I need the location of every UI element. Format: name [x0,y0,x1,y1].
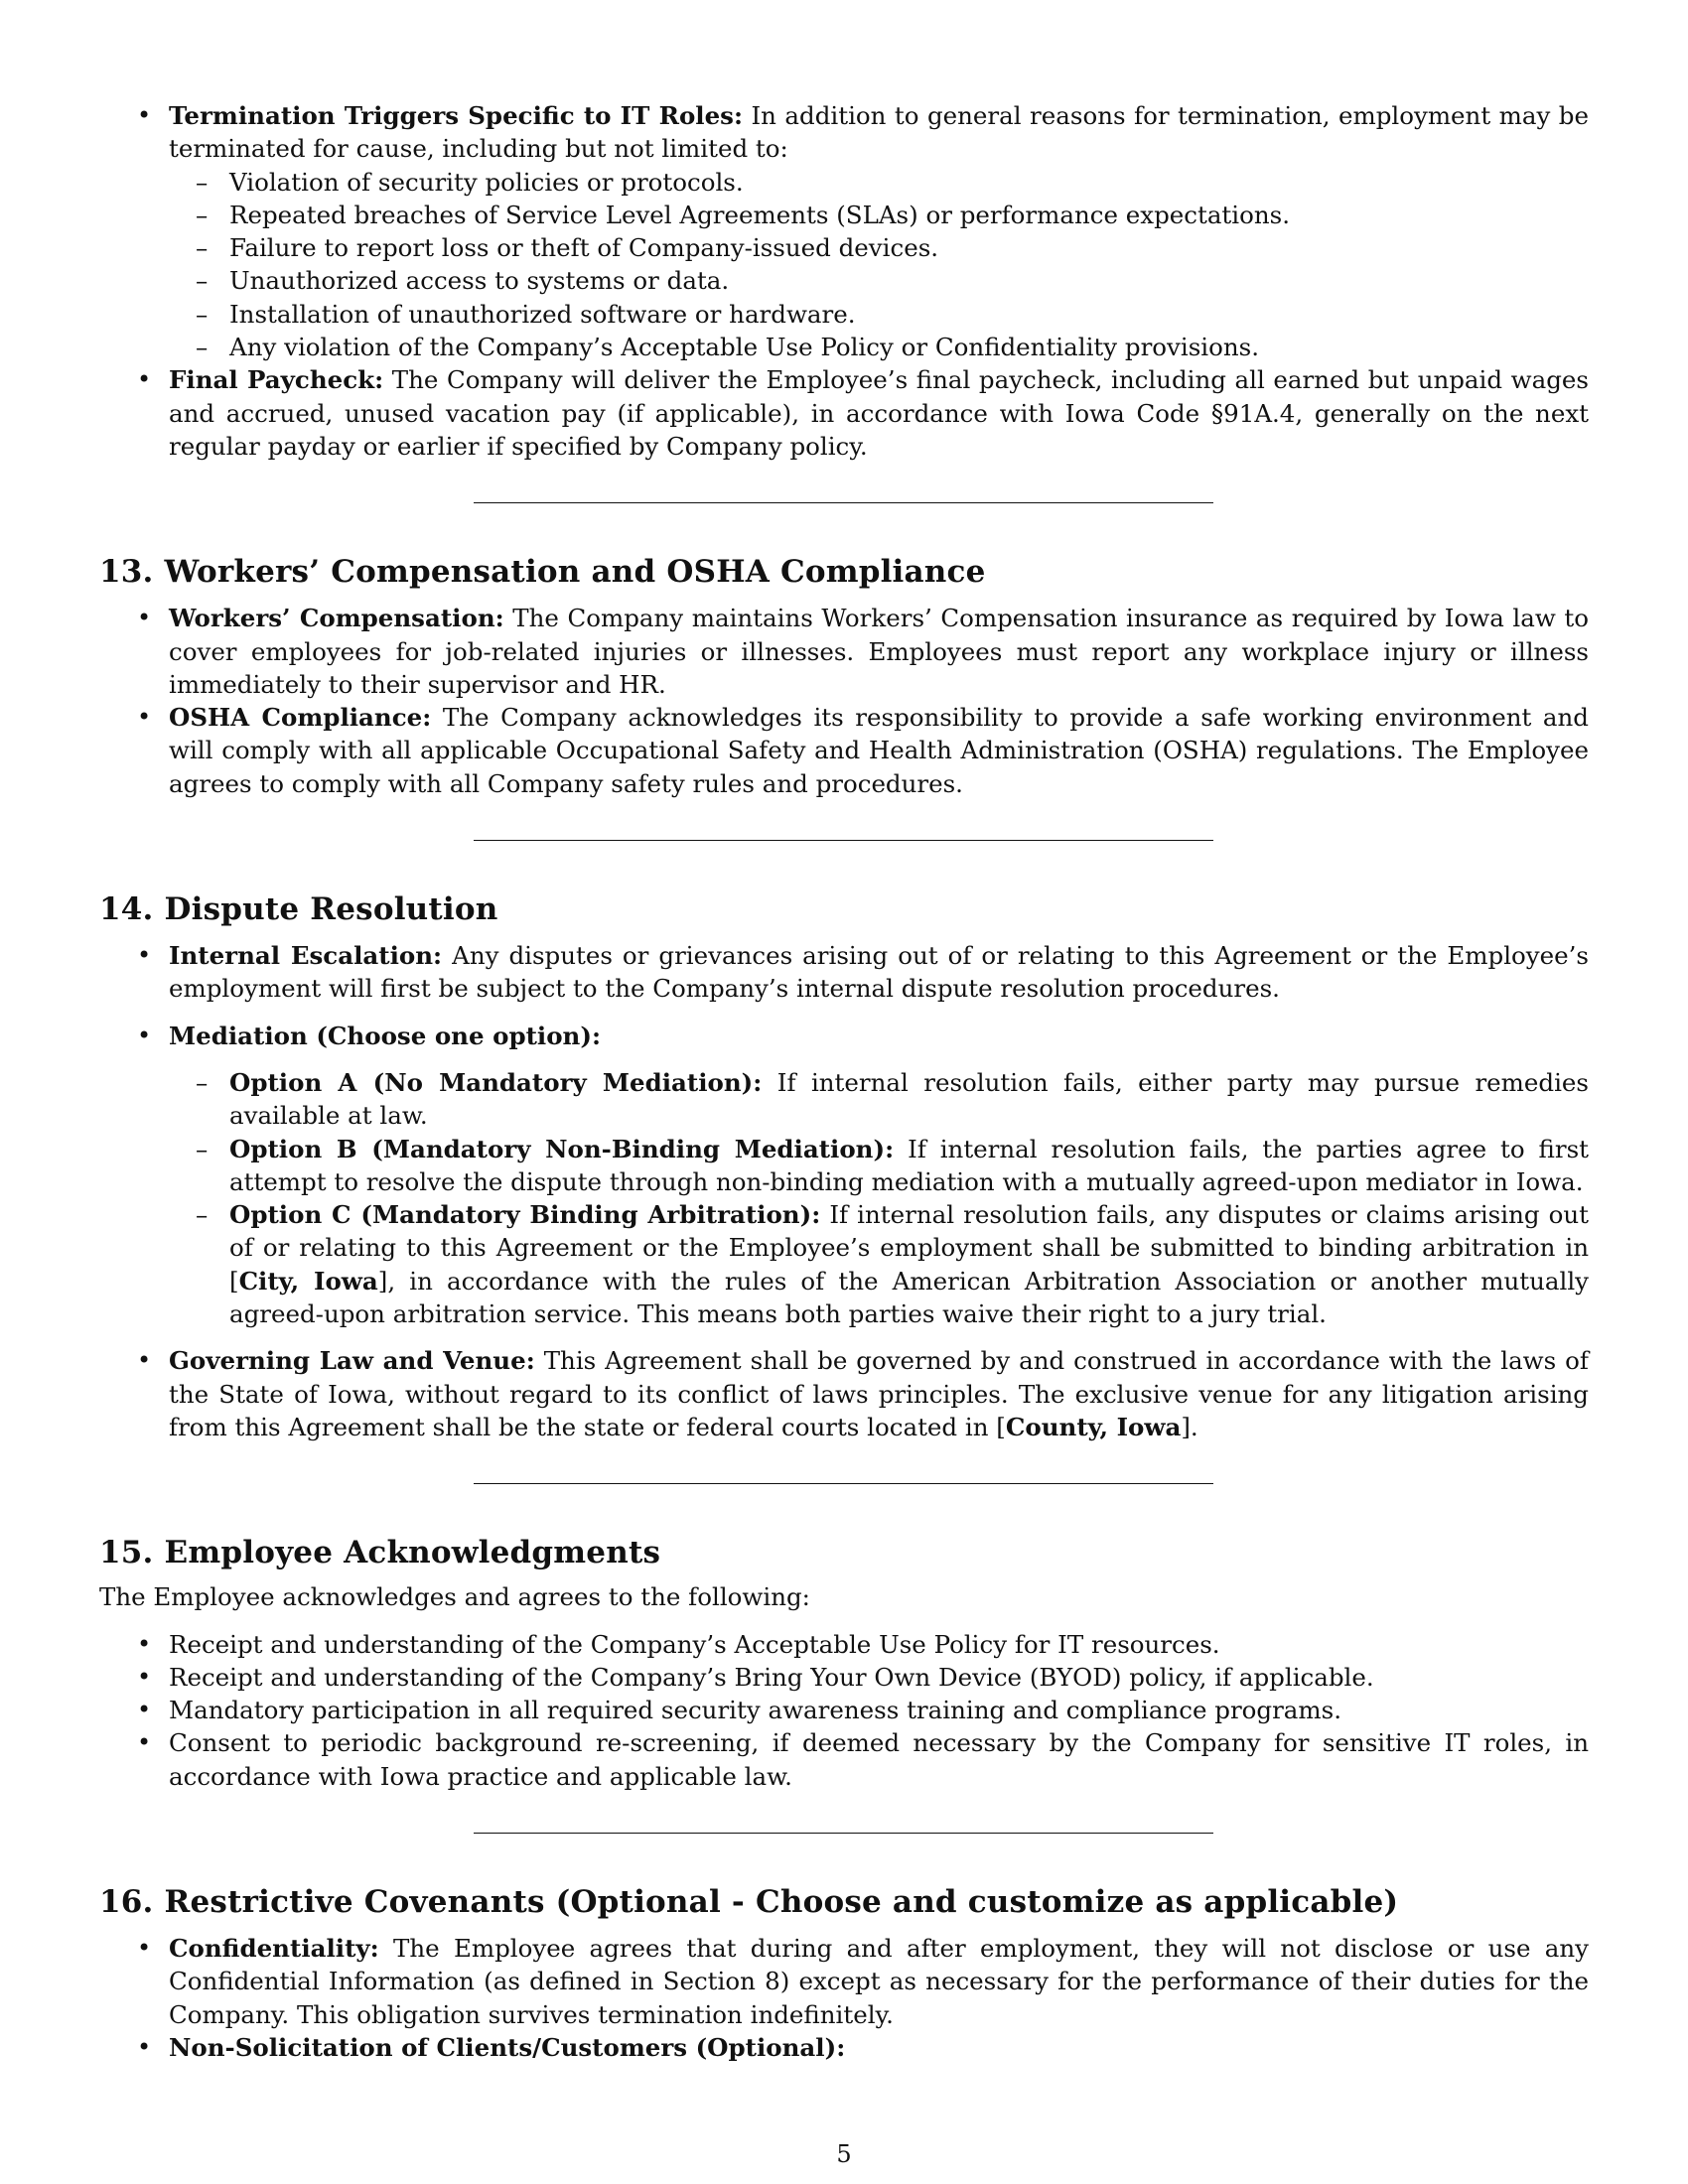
section-15-list [99,1628,1589,1793]
list-item [99,2031,1589,2064]
section-14-heading: 14. Dispute Resolution [99,891,498,928]
sublist-item [169,1066,1589,1133]
termination-triggers-text: In addition to general reasons for termination, employment may be terminated for cause, including but not limited to: [169,101,1589,164]
internal-escalation-label: Internal Escalation: [169,941,443,971]
termination-triggers-label: Termination Triggers Specific to IT Roles: [169,101,744,130]
sublist-item: – Failure to report loss or theft of Company-issued devices. [169,231,1589,264]
section-15-intro: The Employee acknowledges and agrees to the following: [99,1582,810,1612]
section-divider [99,502,1589,552]
list-item [99,1932,1589,2031]
governing-law-label: Governing Law and Venue: [169,1346,535,1376]
governing-law-text-after: ]. [1181,1412,1198,1441]
workers-comp-text: The Company maintains Workers’ Compensation insurance as required by Iowa law to cover employees for job-related injuries or illnesses. Employees must report any workplace injury or illness immediately to their supervisor and HR. [169,604,1590,699]
sublist-item: – Installation of unauthorized software or hardware. [169,298,1589,331]
section-13-heading: 13. Workers’ Compensation and OSHA Compliance [99,554,986,591]
section-14-list [99,939,1589,1443]
county-placeholder: County, Iowa [1005,1412,1182,1441]
section-16-list [99,1932,1589,2064]
city-placeholder: City, Iowa [238,1266,378,1296]
section-divider [99,840,1589,889]
list-item [99,1020,1589,1331]
confidentiality-label: Confidentiality: [169,1933,379,1963]
list-item: • Consent to periodic background re-screening, if deemed necessary by the Company for sensitive IT roles, in accordance with Iowa practice and applicable law. [99,1726,1589,1793]
section-divider [99,1833,1589,1882]
list-item [99,602,1589,701]
governing-law-text-before: This Agreement shall be governed by and construed in accordance with the laws of the State of Iowa, without regard to its conflict of laws principles. The exclusive venue for any litigation arising from this Agreement shall be the state or federal courts located in [ [169,1346,1589,1441]
option-b-label: Option B (Mandatory Non-Binding Mediation): [229,1134,895,1163]
trigger-sublist [169,166,1589,364]
sublist-item [169,1198,1589,1330]
final-paycheck-text: The Company will deliver the Employee’s final paycheck, including all earned but unpaid wages and accrued, unused vacation pay (if applicable), in accordance with Iowa Code §91A.4, generally on the next regular payday or earlier if specified by Company policy. [169,365,1589,461]
section-divider [99,1483,1589,1533]
list-item: • Receipt and understanding of the Company’s Acceptable Use Policy for IT resources. [99,1628,1589,1661]
option-b-text: If internal resolution fails, the parties agree to first attempt to resolve the dispute through non-binding mediation with a mutually agreed-upon mediator in Iowa. [229,1134,1589,1196]
section-13-list [99,602,1589,800]
option-a-label: Option A (No Mandatory Mediation): [229,1067,763,1097]
option-c-text-after: ], in accordance with the rules of the American Arbitration Association or another mutually agreed-upon arbitration service. This means both parties waive their right to a jury trial. [229,1266,1589,1329]
final-paycheck-label: Final Paycheck: [169,365,384,395]
list-item [99,939,1589,1006]
option-c-label: Option C (Mandatory Binding Arbitration): [229,1200,821,1230]
mediation-options [169,1066,1589,1330]
osha-label: OSHA Compliance: [169,703,432,733]
list-item: • Receipt and understanding of the Company’s Bring Your Own Device (BYOD) policy, if applicable. [99,1661,1589,1694]
sublist-item: – Violation of security policies or protocols. [169,166,1589,199]
confidentiality-text: The Employee agrees that during and after employment, they will not disclose or use any Confidential Information (as defined in Section 8) except as necessary for the performance of their duties for the Company. This obligation survives termination indefinitely. [169,1933,1590,2029]
sublist-item [169,1133,1589,1199]
list-item [99,701,1589,800]
workers-comp-label: Workers’ Compensation: [169,604,504,633]
option-a-text: If internal resolution fails, either party may pursue remedies available at law. [229,1067,1589,1131]
document-page [99,99,1589,2064]
termination-list [99,99,1589,463]
list-item: • Mandatory participation in all required security awareness training and compliance programs. [99,1694,1589,1726]
section-15-heading: 15. Employee Acknowledgments [99,1535,661,1571]
page-number: 5 [836,2140,852,2168]
sublist-item: – Any violation of the Company’s Acceptable Use Policy or Confidentiality provisions. [169,331,1589,363]
list-item [99,363,1589,463]
option-c-text-before: If internal resolution fails, any disputes or claims arising out of or relating to this Agreement or the Employee’s employment shall be submitted to binding arbitration in [ [229,1200,1589,1296]
sublist-item: – Unauthorized access to systems or data. [169,264,1589,297]
mediation-label: Mediation (Choose one option): [169,1021,601,1050]
sublist-item: – Repeated breaches of Service Level Agreements (SLAs) or performance expectations. [169,199,1589,231]
list-item [99,99,1589,363]
osha-text: The Company acknowledges its responsibility to provide a safe working environment and will comply with all applicable Occupational Safety and Health Administration (OSHA) regulations. The Employee agrees to comply with all Company safety rules and procedures. [169,703,1589,798]
section-16-heading: 16. Restrictive Covenants (Optional - Choose and customize as applicable) [99,1883,1399,1920]
non-solicitation-label: Non-Solicitation of Clients/Customers (Optional): [169,2032,846,2062]
list-item [99,1344,1589,1443]
internal-escalation-text: Any disputes or grievances arising out of or relating to this Agreement or the Employee’s employment will first be subject to the Company’s internal dispute resolution procedures. [169,941,1590,1004]
